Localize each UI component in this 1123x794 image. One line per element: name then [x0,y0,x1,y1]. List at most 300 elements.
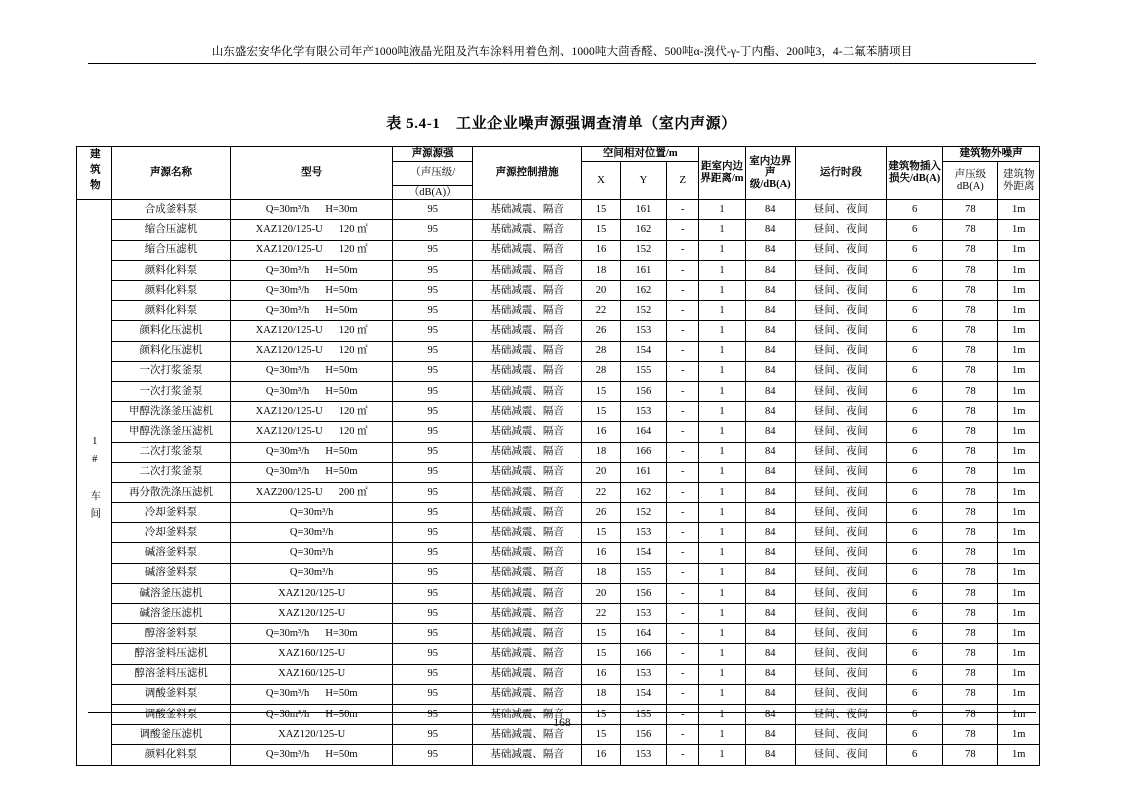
cell-insertion-loss: 6 [887,301,943,321]
cell-insertion-loss: 6 [887,200,943,220]
cell-x: 20 [582,281,620,301]
cell-control-measure: 基础减震、隔音 [473,644,582,664]
cell-z: - [667,664,699,684]
cell-model-primary: Q=30m³/h [265,264,310,276]
cell-x: 15 [582,523,620,543]
cell-control-measure: 基础减震、隔音 [473,260,582,280]
cell-model-secondary: H=50m [325,365,358,377]
cell-operation-period: 昼间、夜间 [795,220,886,240]
cell-model-primary: Q=30m³/h [265,284,310,296]
table-row [77,240,1040,260]
cell-model-primary: XAZ200/125-U [255,486,323,498]
page-number: 168 [553,717,571,729]
cell-distance: 1 [699,462,746,482]
cell-outdoor-distance: 1m [998,624,1040,644]
cell-indoor-level: 84 [745,503,795,523]
cell-z: - [667,361,699,381]
cell-operation-period: 昼间、夜间 [795,604,886,624]
cell-control-measure: 基础减震、隔音 [473,422,582,442]
cell-indoor-level: 84 [745,422,795,442]
cell-control-measure: 基础减震、隔音 [473,482,582,502]
cell-x: 28 [582,361,620,381]
cell-z: - [667,583,699,603]
cell-source-strength: 95 [393,523,473,543]
cell-source-name: 颜料化压滤机 [112,341,231,361]
cell-source-strength: 95 [393,583,473,603]
cell-distance: 1 [699,341,746,361]
cell-outdoor-distance: 1m [998,684,1040,704]
cell-source-name: 二次打浆釜泵 [112,442,231,462]
cell-outdoor-level: 78 [943,664,998,684]
cell-control-measure: 基础减震、隔音 [473,543,582,563]
cell-y: 166 [620,644,667,664]
cell-insertion-loss: 6 [887,503,943,523]
table-row [77,301,1040,321]
cell-source-strength: 95 [393,260,473,280]
cell-operation-period: 昼间、夜间 [795,523,886,543]
cell-y: 152 [620,301,667,321]
cell-z: - [667,240,699,260]
cell-insertion-loss: 6 [887,462,943,482]
cell-x: 16 [582,745,620,765]
cell-z: - [667,725,699,745]
cell-y: 153 [620,321,667,341]
cell-insertion-loss: 6 [887,482,943,502]
cell-z: - [667,563,699,583]
cell-operation-period: 昼间、夜间 [795,260,886,280]
cell-z: - [667,503,699,523]
cell-operation-period: 昼间、夜间 [795,503,886,523]
cell-model: Q=30m³/h [230,523,392,543]
cell-source-strength: 95 [393,543,473,563]
cell-model [230,281,392,301]
cell-source-name: 冷却釜料泵 [112,503,231,523]
cell-distance: 1 [699,200,746,220]
cell-source-name: 颜料化料泵 [112,260,231,280]
cell-indoor-level: 84 [745,664,795,684]
running-header-text: 山东盛宏安华化学有限公司年产1000吨液晶光阻及汽车涂料用着色剂、1000吨大茴香醛、500吨α-溴代-γ-丁内酯、200吨3，4-二氟苯腈项目 [211,46,913,58]
cell-source-name: 碱溶釜料泵 [112,563,231,583]
cell-outdoor-distance: 1m [998,200,1040,220]
cell-indoor-level: 84 [745,200,795,220]
cell-insertion-loss: 6 [887,684,943,704]
cell-x: 15 [582,200,620,220]
table-row [77,281,1040,301]
cell-z: - [667,281,699,301]
header-x: X [582,161,620,200]
cell-insertion-loss: 6 [887,543,943,563]
cell-distance: 1 [699,523,746,543]
cell-outdoor-distance: 1m [998,361,1040,381]
cell-operation-period: 昼间、夜间 [795,240,886,260]
cell-outdoor-distance: 1m [998,220,1040,240]
cell-distance: 1 [699,321,746,341]
cell-operation-period: 昼间、夜间 [795,543,886,563]
cell-insertion-loss: 6 [887,745,943,765]
cell-operation-period: 昼间、夜间 [795,563,886,583]
cell-source-name: 合成釜料泵 [112,200,231,220]
cell-source-name: 颜料化料泵 [112,301,231,321]
cell-x: 16 [582,422,620,442]
cell-x: 16 [582,664,620,684]
cell-y: 152 [620,240,667,260]
cell-model [230,624,392,644]
cell-model-primary: Q=30m³/h [265,385,310,397]
cell-z: - [667,684,699,704]
cell-distance: 1 [699,402,746,422]
cell-model-secondary: H=50m [325,688,358,700]
table-row [77,462,1040,482]
cell-source-strength: 95 [393,563,473,583]
cell-x: 15 [582,402,620,422]
cell-operation-period: 昼间、夜间 [795,442,886,462]
cell-source-name: 碱溶釜料泵 [112,543,231,563]
header-source-strength-unit-1: （声压级/ [393,161,473,185]
cell-z: - [667,301,699,321]
cell-indoor-level: 84 [745,240,795,260]
cell-insertion-loss: 6 [887,624,943,644]
cell-source-strength: 95 [393,725,473,745]
cell-insertion-loss: 6 [887,563,943,583]
cell-indoor-level: 84 [745,482,795,502]
cell-indoor-level: 84 [745,402,795,422]
cell-outdoor-distance: 1m [998,725,1040,745]
cell-z: - [667,381,699,401]
cell-source-name: 冷却釜料泵 [112,523,231,543]
cell-model [230,361,392,381]
cell-control-measure: 基础减震、隔音 [473,240,582,260]
cell-source-name: 醇溶釜料压滤机 [112,644,231,664]
cell-y: 155 [620,563,667,583]
cell-insertion-loss: 6 [887,583,943,603]
cell-model-primary: XAZ120/125-U [255,244,323,256]
cell-control-measure: 基础减震、隔音 [473,684,582,704]
cell-z: - [667,422,699,442]
table-row [77,624,1040,644]
cell-insertion-loss: 6 [887,664,943,684]
cell-indoor-level: 84 [745,321,795,341]
cell-source-strength: 95 [393,341,473,361]
cell-distance: 1 [699,482,746,502]
cell-source-strength: 95 [393,604,473,624]
header-space-position: 空间相对位置/m [582,147,699,162]
header-insertion-loss: 建筑物插入损失/dB(A) [887,147,943,200]
cell-z: - [667,220,699,240]
cell-y: 164 [620,624,667,644]
cell-model-primary: Q=30m³/h [265,749,310,761]
cell-outdoor-level: 78 [943,422,998,442]
cell-control-measure: 基础减震、隔音 [473,462,582,482]
cell-insertion-loss: 6 [887,644,943,664]
cell-indoor-level: 84 [745,583,795,603]
cell-insertion-loss: 6 [887,260,943,280]
cell-outdoor-level: 78 [943,220,998,240]
cell-z: - [667,402,699,422]
cell-x: 20 [582,583,620,603]
table-row [77,563,1040,583]
cell-insertion-loss: 6 [887,321,943,341]
cell-x: 16 [582,240,620,260]
header-outdoor-level: 声压级dB(A) [943,161,998,200]
cell-x: 18 [582,563,620,583]
cell-x: 15 [582,624,620,644]
cell-model-secondary: H=50m [325,264,358,276]
cell-source-name: 一次打浆釜泵 [112,361,231,381]
cell-source-name: 二次打浆釜泵 [112,462,231,482]
cell-source-strength: 95 [393,644,473,664]
cell-x: 16 [582,543,620,563]
noise-source-table [76,146,1040,766]
cell-model [230,301,392,321]
cell-x: 18 [582,442,620,462]
table-row [77,543,1040,563]
cell-outdoor-distance: 1m [998,341,1040,361]
cell-outdoor-distance: 1m [998,604,1040,624]
cell-outdoor-level: 78 [943,684,998,704]
cell-outdoor-level: 78 [943,503,998,523]
cell-source-strength: 95 [393,200,473,220]
table-row [77,200,1040,220]
cell-operation-period: 昼间、夜间 [795,321,886,341]
table-row [77,583,1040,603]
cell-indoor-level: 84 [745,260,795,280]
header-z: Z [667,161,699,200]
cell-y: 153 [620,402,667,422]
cell-operation-period: 昼间、夜间 [795,281,886,301]
cell-model-secondary: 120 ㎡ [338,224,368,236]
cell-outdoor-distance: 1m [998,583,1040,603]
cell-source-strength: 95 [393,624,473,644]
cell-outdoor-level: 78 [943,321,998,341]
cell-source-name: 调酸釜压滤机 [112,725,231,745]
cell-z: - [667,260,699,280]
table-row [77,422,1040,442]
cell-outdoor-level: 78 [943,281,998,301]
cell-outdoor-level: 78 [943,200,998,220]
cell-control-measure: 基础减震、隔音 [473,301,582,321]
cell-model [230,745,392,765]
cell-outdoor-level: 78 [943,301,998,321]
cell-source-strength: 95 [393,462,473,482]
cell-source-name: 缩合压滤机 [112,240,231,260]
cell-y: 155 [620,704,667,724]
cell-y: 162 [620,281,667,301]
table-row [77,341,1040,361]
cell-model-secondary: H=50m [325,466,358,478]
cell-y: 154 [620,543,667,563]
cell-x: 22 [582,482,620,502]
cell-model [230,341,392,361]
cell-outdoor-level: 78 [943,745,998,765]
cell-insertion-loss: 6 [887,604,943,624]
table-row [77,260,1040,280]
cell-indoor-level: 84 [745,604,795,624]
cell-source-name: 甲醇洗涤釜压滤机 [112,402,231,422]
header-distance-to-inner-boundary: 距室内边界距离/m [699,147,746,200]
cell-distance: 1 [699,543,746,563]
header-outdoor-noise: 建筑物外噪声 [943,147,1040,162]
header-source-strength: 声源源强 [393,147,473,162]
cell-z: - [667,321,699,341]
cell-model-primary: Q=30m³/h [265,365,310,377]
cell-model [230,442,392,462]
cell-model [230,220,392,240]
cell-z: - [667,341,699,361]
cell-source-strength: 95 [393,220,473,240]
cell-control-measure: 基础减震、隔音 [473,624,582,644]
cell-z: - [667,523,699,543]
cell-outdoor-distance: 1m [998,482,1040,502]
cell-x: 18 [582,260,620,280]
cell-y: 153 [620,745,667,765]
cell-outdoor-distance: 1m [998,301,1040,321]
cell-z: - [667,604,699,624]
cell-y: 153 [620,604,667,624]
cell-indoor-level: 84 [745,684,795,704]
cell-model-primary: XAZ120/125-U [255,325,323,337]
cell-indoor-level: 84 [745,725,795,745]
cell-distance: 1 [699,260,746,280]
cell-outdoor-distance: 1m [998,402,1040,422]
cell-outdoor-distance: 1m [998,543,1040,563]
cell-operation-period: 昼间、夜间 [795,482,886,502]
header-indoor-boundary-level: 室内边界声级/dB(A) [745,147,795,200]
cell-source-strength: 95 [393,664,473,684]
cell-outdoor-distance: 1m [998,281,1040,301]
cell-model-primary: Q=30m³/h [265,203,310,215]
cell-model: Q=30m³/h [230,543,392,563]
cell-insertion-loss: 6 [887,402,943,422]
cell-outdoor-distance: 1m [998,503,1040,523]
header-divider-rule [88,63,1036,64]
cell-y: 153 [620,664,667,684]
cell-z: - [667,644,699,664]
cell-model-secondary: H=50m [325,708,358,720]
cell-insertion-loss: 6 [887,523,943,543]
table-row [77,402,1040,422]
cell-distance: 1 [699,442,746,462]
cell-model: XAZ120/125-U [230,583,392,603]
cell-model [230,402,392,422]
cell-source-strength: 95 [393,704,473,724]
cell-z: - [667,704,699,724]
cell-source-strength: 95 [393,745,473,765]
building-cell [77,200,112,765]
cell-source-strength: 95 [393,281,473,301]
footer-divider-rule [88,712,1036,713]
cell-source-strength: 95 [393,301,473,321]
cell-control-measure: 基础减震、隔音 [473,220,582,240]
cell-y: 156 [620,583,667,603]
cell-model-secondary: H=50m [325,385,358,397]
cell-z: - [667,200,699,220]
cell-z: - [667,624,699,644]
cell-indoor-level: 84 [745,442,795,462]
cell-distance: 1 [699,240,746,260]
cell-outdoor-level: 78 [943,361,998,381]
cell-x: 22 [582,604,620,624]
cell-model-secondary: 120 ㎡ [338,244,368,256]
cell-outdoor-distance: 1m [998,381,1040,401]
table-row [77,442,1040,462]
cell-insertion-loss: 6 [887,341,943,361]
cell-distance: 1 [699,644,746,664]
cell-source-name: 碱溶釜压滤机 [112,604,231,624]
cell-outdoor-distance: 1m [998,321,1040,341]
cell-distance: 1 [699,745,746,765]
cell-model-secondary: H=30m [325,627,358,639]
cell-control-measure: 基础减震、隔音 [473,321,582,341]
cell-outdoor-level: 78 [943,543,998,563]
table-row [77,482,1040,502]
cell-distance: 1 [699,704,746,724]
cell-distance: 1 [699,725,746,745]
cell-y: 156 [620,381,667,401]
cell-source-strength: 95 [393,684,473,704]
cell-y: 162 [620,220,667,240]
cell-distance: 1 [699,624,746,644]
header-source-name: 声源名称 [112,147,231,200]
cell-model-primary: XAZ120/125-U [255,405,323,417]
cell-insertion-loss: 6 [887,725,943,745]
header-control-measure: 声源控制措施 [473,147,582,200]
cell-control-measure: 基础减震、隔音 [473,503,582,523]
cell-y: 154 [620,341,667,361]
cell-source-name: 一次打浆釜泵 [112,381,231,401]
cell-operation-period: 昼间、夜间 [795,361,886,381]
cell-model: XAZ120/125-U [230,725,392,745]
cell-outdoor-level: 78 [943,402,998,422]
cell-operation-period: 昼间、夜间 [795,644,886,664]
cell-source-strength: 95 [393,240,473,260]
cell-operation-period: 昼间、夜间 [795,704,886,724]
cell-insertion-loss: 6 [887,361,943,381]
cell-z: - [667,462,699,482]
noise-source-table-container [76,146,1040,766]
cell-distance: 1 [699,583,746,603]
cell-model-secondary: H=50m [325,749,358,761]
cell-operation-period: 昼间、夜间 [795,664,886,684]
building-label: 1# 车间 [89,436,101,525]
cell-source-name: 再分散洗涤压滤机 [112,482,231,502]
cell-z: - [667,543,699,563]
cell-x: 15 [582,704,620,724]
cell-x: 20 [582,462,620,482]
cell-control-measure: 基础减震、隔音 [473,563,582,583]
cell-outdoor-distance: 1m [998,422,1040,442]
cell-control-measure: 基础减震、隔音 [473,664,582,684]
cell-outdoor-level: 78 [943,523,998,543]
cell-outdoor-level: 78 [943,604,998,624]
cell-model [230,482,392,502]
cell-source-strength: 95 [393,442,473,462]
cell-model-primary: XAZ120/125-U [255,224,323,236]
cell-distance: 1 [699,503,746,523]
cell-outdoor-distance: 1m [998,664,1040,684]
cell-indoor-level: 84 [745,341,795,361]
cell-outdoor-level: 78 [943,644,998,664]
cell-insertion-loss: 6 [887,240,943,260]
cell-distance: 1 [699,684,746,704]
cell-outdoor-level: 78 [943,563,998,583]
cell-model-secondary: H=30m [325,203,358,215]
cell-operation-period: 昼间、夜间 [795,462,886,482]
cell-distance: 1 [699,381,746,401]
cell-model-secondary: H=50m [325,284,358,296]
cell-operation-period: 昼间、夜间 [795,301,886,321]
cell-y: 156 [620,725,667,745]
cell-outdoor-distance: 1m [998,462,1040,482]
